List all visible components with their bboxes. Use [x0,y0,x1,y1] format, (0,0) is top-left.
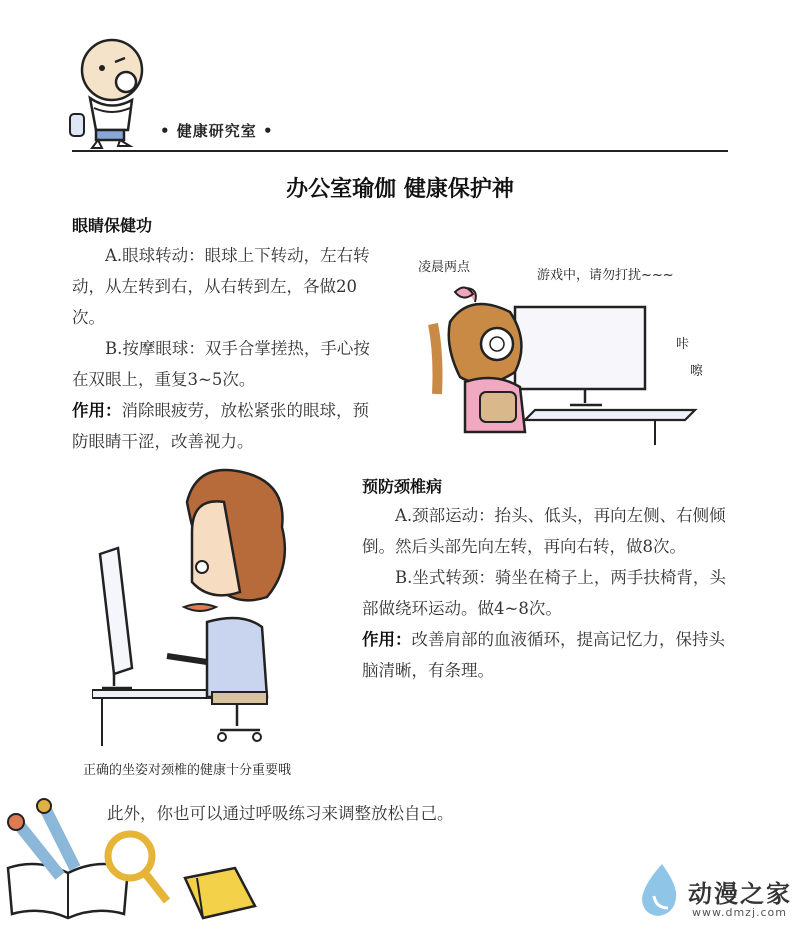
site-logo-url: www.dmzj.com [692,906,787,919]
neck-section-body [362,500,728,686]
site-logo-drop-icon [640,862,680,918]
girl-at-computer-illustration [425,282,700,447]
running-boy-mascot-illustration [60,30,160,150]
site-logo-name: 动漫之家 [688,880,792,908]
books-pencils-decoration [0,798,260,923]
neck-section-heading: 预防颈椎病 [362,477,443,496]
section-label: • 健康研究室 • [160,122,274,140]
eyes-paragraph-b: B.按摩眼球：双手合掌搓热，手心按在双眼上，重复3~5次。 [72,339,370,389]
eyes-section-heading: 眼睛保健功 [72,216,153,235]
time-caption: 凌晨两点 [418,260,471,275]
eyes-paragraph-a: A.眼球转动：眼球上下转动，左右转动，从左转到右，从右转到左，各做20次。 [72,246,370,327]
posture-caption: 正确的坐姿对颈椎的健康十分重要哦 [83,763,292,778]
eyes-effect-label: 作用： [72,401,122,420]
neck-paragraph-b: B.坐式转颈：骑坐在椅子上，两手扶椅背，头部做绕环运动。做4~8次。 [362,568,726,618]
header-divider [72,150,728,152]
neck-effect-text: 改善肩部的血液循环，提高记忆力，保持头脑清晰，有条理。 [362,630,725,680]
closing-line: 此外，你也可以通过呼吸练习来调整放松自己。 [107,804,454,823]
speech-caption: 游戏中，请勿打扰~~~ [537,268,674,283]
sound-effect-1: 咔 [676,337,690,352]
eyes-section-body [72,240,384,457]
woman-at-desk-illustration [92,462,292,747]
eyes-effect-text: 消除眼疲劳，放松紧张的眼球，预防眼睛干涩，改善视力。 [72,401,369,451]
page-title: 办公室瑜伽 健康保护神 [286,177,514,202]
neck-effect-label: 作用： [362,630,412,649]
neck-effect [362,624,728,686]
neck-paragraph-a: A.颈部运动：抬头、低头，再向左侧、右侧倾倒。然后头部先向左转，再向右转，做8次。 [362,506,726,556]
eyes-effect [72,395,384,457]
sound-effect-2: 嚓 [690,364,704,379]
